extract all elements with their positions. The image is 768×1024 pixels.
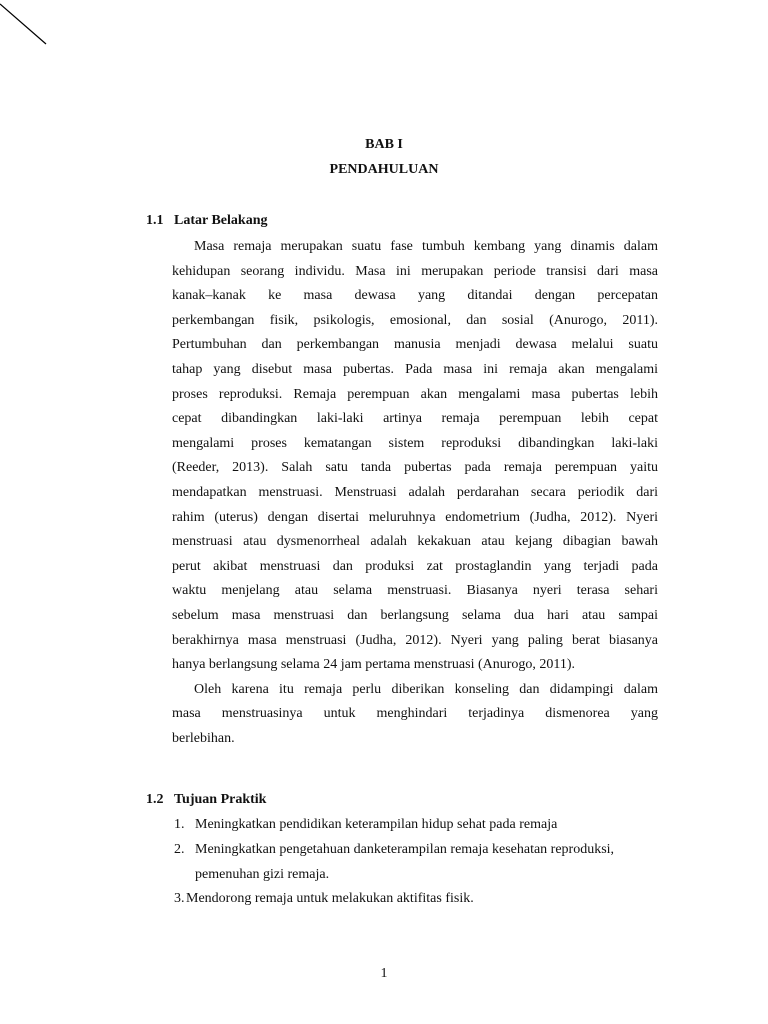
text-line: perut akibat menstruasi dan produksi zat prostaglandin yang terjadi pada — [172, 558, 658, 574]
text-line: Oleh karena itu remaja perlu diberikan konseling dan didampingi dalam — [194, 681, 658, 697]
text-line: waktu menjelang atau selama menstruasi. Biasanya nyeri terasa sehari — [172, 583, 658, 599]
list-text: Meningkatkan pendidikan keterampilan hidup sehat pada remaja — [195, 817, 558, 832]
text-line: berlebihan. — [172, 730, 235, 746]
text-line: kanak–kanak ke masa dewasa yang ditandai dengan percepatan — [172, 288, 658, 304]
list-item-continuation: pemenuhan gizi remaja. — [195, 867, 330, 882]
paragraph-latar-belakang — [172, 235, 658, 751]
chapter-number: BAB I — [365, 137, 403, 152]
list-number: 2. — [174, 842, 185, 857]
text-line: mengalami proses kematangan sistem reproduksi dibandingkan laki-laki — [172, 435, 658, 451]
text-line: proses reproduksi. Remaja perempuan akan mengalami masa pubertas lebih — [172, 386, 658, 402]
text-line: mendapatkan menstruasi. Menstruasi adalah perdarahan secara periodik dari — [172, 484, 658, 500]
list-text: Mendorong remaja untuk melakukan aktifitas fisik. — [186, 891, 474, 906]
text-line: rahim (uterus) dengan disertai meluruhnya endometrium (Judha, 2012). Nyeri — [172, 509, 658, 525]
chapter-title: PENDAHULUAN — [329, 162, 439, 177]
corner-diagonal-line — [0, 0, 60, 60]
text-line: masa menstruasinya untuk menghindari terjadinya dismenorea yang — [172, 706, 658, 722]
list-text: Meningkatkan pengetahuan danketerampilan remaja kesehatan reproduksi, — [195, 842, 615, 857]
text-line: Pertumbuhan dan perkembangan manusia menjadi dewasa melalui suatu — [172, 337, 658, 353]
list-item — [174, 817, 557, 833]
list-item — [174, 842, 614, 858]
text-line: tahap yang disebut masa pubertas. Pada masa ini remaja akan mengalami — [172, 361, 658, 377]
section-heading-tujuan-praktik — [146, 792, 266, 808]
text-line: Masa remaja merupakan suatu fase tumbuh kembang yang dinamis dalam — [194, 239, 658, 254]
section-number: 1.2 — [146, 792, 164, 807]
text-line: kehidupan seorang individu. Masa ini merupakan periode transisi dari masa — [172, 263, 658, 279]
text-line: berakhirnya masa menstruasi (Judha, 2012). Nyeri yang paling berat biasanya — [172, 632, 658, 648]
text-line: sebelum masa menstruasi dan berlangsung selama dua hari atau sampai — [172, 607, 658, 623]
list-item — [174, 891, 474, 907]
section-title: Tujuan Praktik — [174, 792, 267, 807]
text-line: menstruasi atau dysmenorrheal adalah kekakuan atau kejang dibagian bawah — [172, 534, 658, 550]
text-line: cepat dibandingkan laki-laki artinya remaja perempuan lebih cepat — [172, 411, 658, 427]
text-line: perkembangan fisik, psikologis, emosional, dan sosial (Anurogo, 2011). — [172, 312, 658, 328]
text-line: hanya berlangsung selama 24 jam pertama menstruasi (Anurogo, 2011). — [172, 657, 576, 673]
list-number: 1. — [174, 817, 185, 832]
page-number: 1 — [380, 966, 388, 981]
section-number: 1.1 — [146, 213, 164, 228]
text-line: (Reeder, 2013). Salah satu tanda pubertas pada remaja perempuan yaitu — [172, 460, 658, 476]
section-heading-latar-belakang — [146, 213, 267, 229]
list-number: 3. — [174, 891, 185, 906]
section-title: Latar Belakang — [174, 213, 268, 228]
